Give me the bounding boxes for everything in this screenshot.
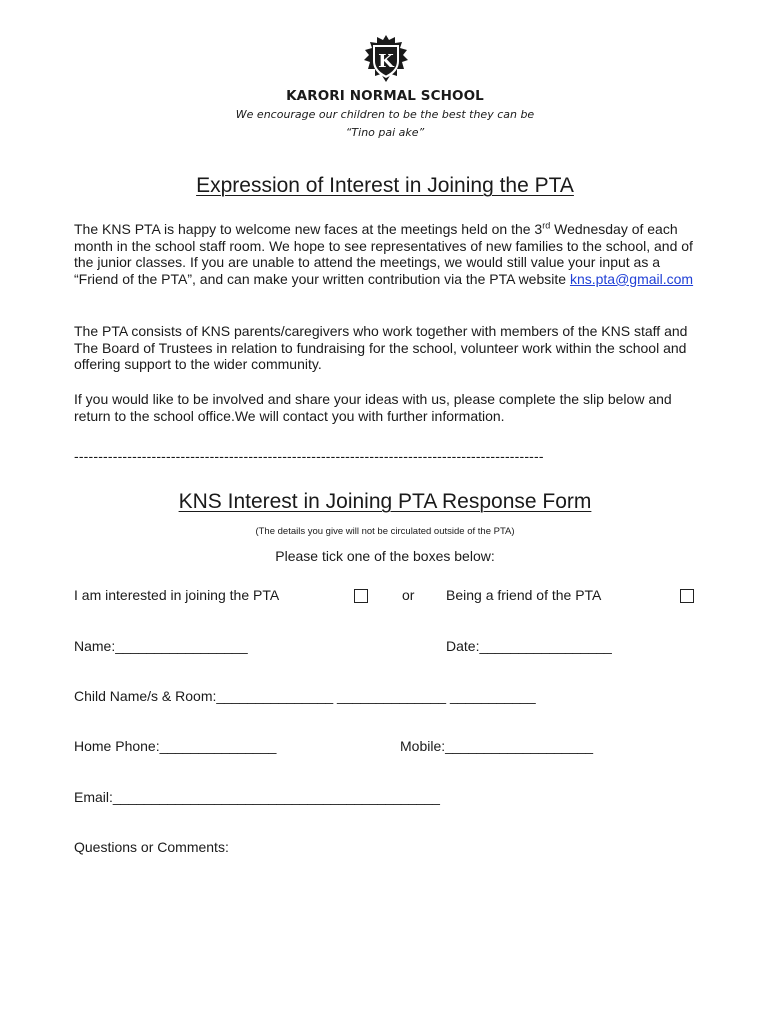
option-friend-label: Being a friend of the PTA	[446, 587, 602, 603]
friend-of-pta-checkbox[interactable]	[680, 589, 694, 603]
intro-paragraph-meetings	[74, 221, 704, 287]
cut-line-divider: -------------------------------------------------------------------------------------------------	[74, 448, 544, 464]
logo-letter: K	[378, 51, 394, 72]
date-field[interactable]: Date:_________________	[446, 638, 612, 654]
intro-paragraph-about: The PTA consists of KNS parents/caregivers who work together with members of the KNS staff and The Board of Trustees in relation to fundraising for the school, volunteer work within the school and offering support to the wider community.	[74, 323, 688, 373]
option-join-label: I am interested in joining the PTA	[74, 587, 280, 603]
child-name-room-field[interactable]: Child Name/s & Room:_______________ ______________ ___________	[74, 688, 536, 704]
privacy-disclaimer: (The details you give will not be circulated outside of the PTA)	[255, 526, 515, 537]
page-title: Expression of Interest in Joining the PTA	[196, 174, 574, 197]
school-motto: “Tino pai ake”	[345, 126, 425, 139]
ordinal-suffix: rd	[542, 220, 551, 231]
mobile-field[interactable]: Mobile:___________________	[400, 738, 594, 754]
intro-text-part2: Wednesday of each month in the school staff room. We hope to see representatives of new families to the school, and of the junior classes. If you are unable to attend the meetings, we would still value your input as a “Friend of the PTA”, and can make your written contribution via the PTA website	[74, 221, 693, 287]
school-name: KARORI NORMAL SCHOOL	[286, 88, 484, 104]
name-field[interactable]: Name:_________________	[74, 638, 248, 654]
pta-email-link[interactable]: kns.pta@gmail.com	[569, 270, 694, 287]
school-crest-logo	[362, 34, 410, 84]
join-pta-checkbox[interactable]	[354, 589, 368, 603]
school-tagline: We encourage our children to be the best they can be	[235, 108, 535, 121]
intro-text-part1: The KNS PTA is happy to welcome new faces at the meetings held on the 3	[74, 221, 543, 237]
tick-instruction: Please tick one of the boxes below:	[275, 548, 495, 564]
intro-paragraph-instructions: If you would like to be involved and share your ideas with us, please complete the slip below and return to the school office.We will contact you with further information.	[74, 391, 672, 424]
email-field[interactable]: Email:__________________________________________	[74, 789, 440, 805]
comments-label: Questions or Comments:	[74, 839, 229, 855]
form-title: KNS Interest in Joining PTA Response Form	[178, 490, 592, 513]
or-label: or	[402, 587, 415, 603]
home-phone-field[interactable]: Home Phone:_______________	[74, 738, 277, 754]
